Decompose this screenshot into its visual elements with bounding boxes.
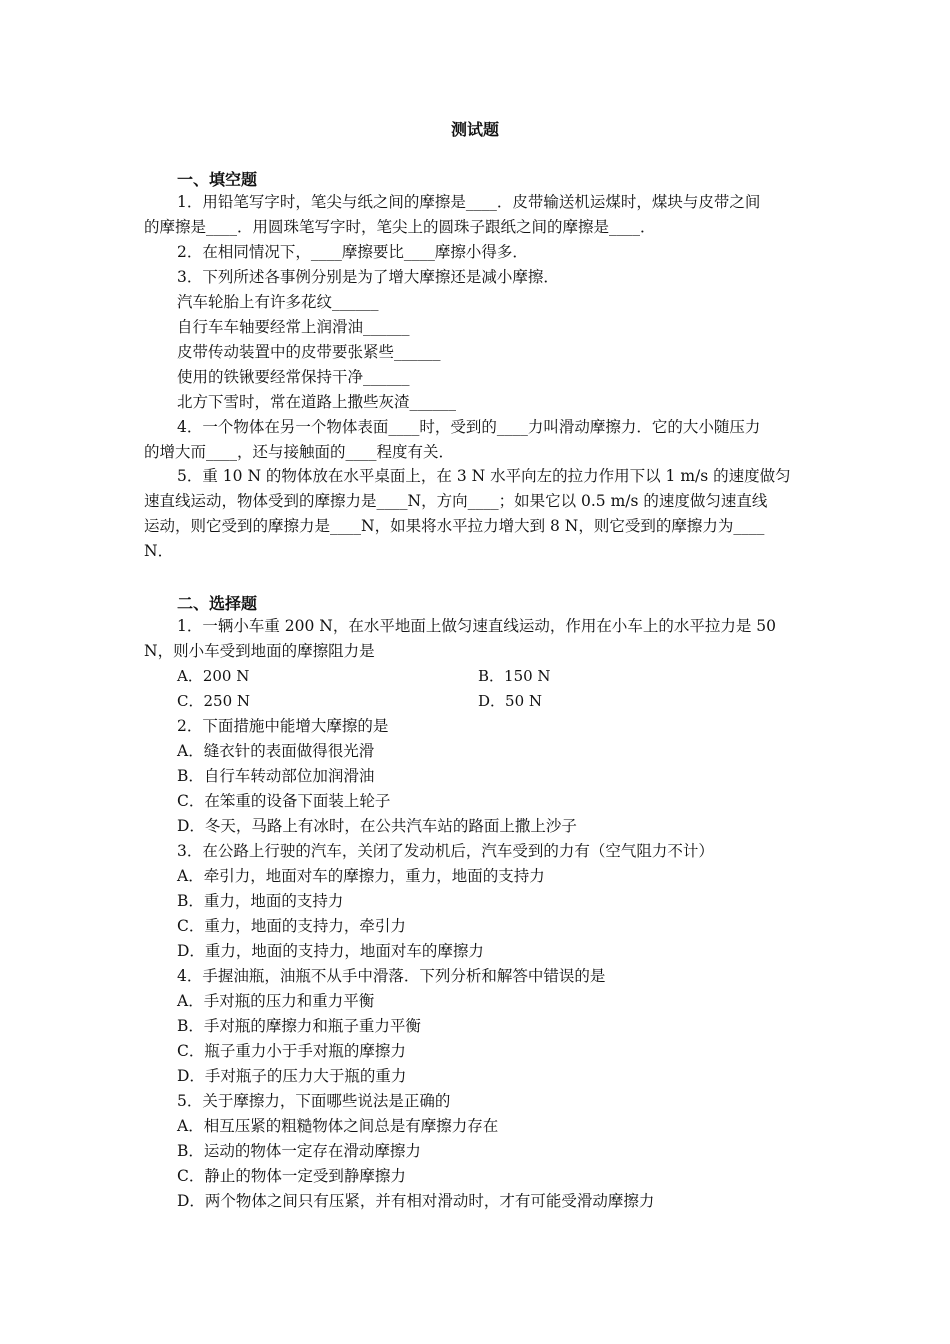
question-line: 4．手握油瓶，油瓶不从手中滑落．下列分析和解答中错误的是 bbox=[177, 967, 606, 985]
question-line: 4．一个物体在另一个物体表面____时，受到的____力叫滑动摩擦力．它的大小随压力 bbox=[177, 418, 761, 436]
option-line: A．牵引力，地面对车的摩擦力，重力，地面的支持力 bbox=[177, 867, 545, 885]
question-line: 1．用铅笔写字时，笔尖与纸之间的摩擦是____．皮带输送机运煤时，煤块与皮带之间 bbox=[177, 193, 761, 211]
question-line: 1．一辆小车重 200 N，在水平地面上做匀速直线运动，作用在小车上的水平拉力是 50 bbox=[177, 617, 777, 635]
question-line: 3．在公路上行驶的汽车，关闭了发动机后，汽车受到的力有（空气阻力不计） bbox=[177, 842, 714, 860]
question-line: 的摩擦是____．用圆珠笔写字时，笔尖上的圆珠子跟纸之间的摩擦是____． bbox=[144, 218, 656, 236]
question-line: 速直线运动，物体受到的摩擦力是____N，方向____；如果它以 0.5 m/s 的速度做匀速直线 bbox=[144, 492, 768, 510]
question-line: 2．下面措施中能增大摩擦的是 bbox=[177, 717, 389, 735]
option-c: C．250 N bbox=[177, 692, 251, 710]
option-line: C．重力，地面的支持力，牵引力 bbox=[177, 917, 406, 935]
question-line: N． bbox=[144, 542, 174, 560]
option-line: D．冬天，马路上有冰时，在公共汽车站的路面上撒上沙子 bbox=[177, 817, 577, 835]
option-b: B．150 N bbox=[478, 667, 551, 685]
option-line: C．在笨重的设备下面装上轮子 bbox=[177, 792, 391, 810]
question-line: 皮带传动装置中的皮带要张紧些______ bbox=[177, 343, 441, 361]
option-line: B．手对瓶的摩擦力和瓶子重力平衡 bbox=[177, 1017, 421, 1035]
option-d: D．50 N bbox=[478, 692, 543, 710]
option-line: A．相互压紧的粗糙物体之间总是有摩擦力存在 bbox=[177, 1117, 499, 1135]
option-line: B．重力，地面的支持力 bbox=[177, 892, 344, 910]
question-line: 的增大而____，还与接触面的____程度有关． bbox=[144, 443, 455, 461]
question-line: 自行车车轴要经常上润滑油______ bbox=[177, 318, 410, 336]
question-line: 5．关于摩擦力，下面哪些说法是正确的 bbox=[177, 1092, 451, 1110]
question-line: 运动，则它受到的摩擦力是____N，如果将水平拉力增大到 8 N，则它受到的摩擦力为____ bbox=[144, 517, 765, 535]
option-line: D．手对瓶子的压力大于瓶的重力 bbox=[177, 1067, 407, 1085]
question-line: 2．在相同情况下，____摩擦要比____摩擦小得多． bbox=[177, 243, 528, 261]
question-line: 3．下列所述各事例分别是为了增大摩擦还是减小摩擦． bbox=[177, 268, 559, 286]
question-line: 北方下雪时，常在道路上撒些灰渣______ bbox=[177, 393, 457, 411]
question-line: 使用的铁锹要经常保持干净______ bbox=[177, 368, 410, 386]
option-line: D．两个物体之间只有压紧，并有相对滑动时，才有可能受滑动摩擦力 bbox=[177, 1192, 655, 1210]
section-heading-fill-in: 一、填空题 bbox=[177, 170, 258, 189]
option-line: B．运动的物体一定存在滑动摩擦力 bbox=[177, 1142, 421, 1160]
section-heading-multiple-choice: 二、选择题 bbox=[177, 594, 258, 613]
option-line: B．自行车转动部位加润滑油 bbox=[177, 767, 375, 785]
question-line: 汽车轮胎上有许多花纹______ bbox=[177, 293, 379, 311]
question-line: N，则小车受到地面的摩擦阻力是 bbox=[144, 642, 375, 660]
option-line: C．瓶子重力小于手对瓶的摩擦力 bbox=[177, 1042, 406, 1060]
option-line: A．缝衣针的表面做得很光滑 bbox=[177, 742, 375, 760]
option-line: D．重力，地面的支持力，地面对车的摩擦力 bbox=[177, 942, 484, 960]
option-line: C．静止的物体一定受到静摩擦力 bbox=[177, 1167, 406, 1185]
page-title: 测试题 bbox=[450, 120, 499, 139]
option-a: A．200 N bbox=[177, 667, 250, 685]
option-line: A．手对瓶的压力和重力平衡 bbox=[177, 992, 375, 1010]
question-line: 5．重 10 N 的物体放在水平桌面上，在 3 N 水平向左的拉力作用下以 1 m/s 的速度做匀 bbox=[177, 467, 791, 485]
